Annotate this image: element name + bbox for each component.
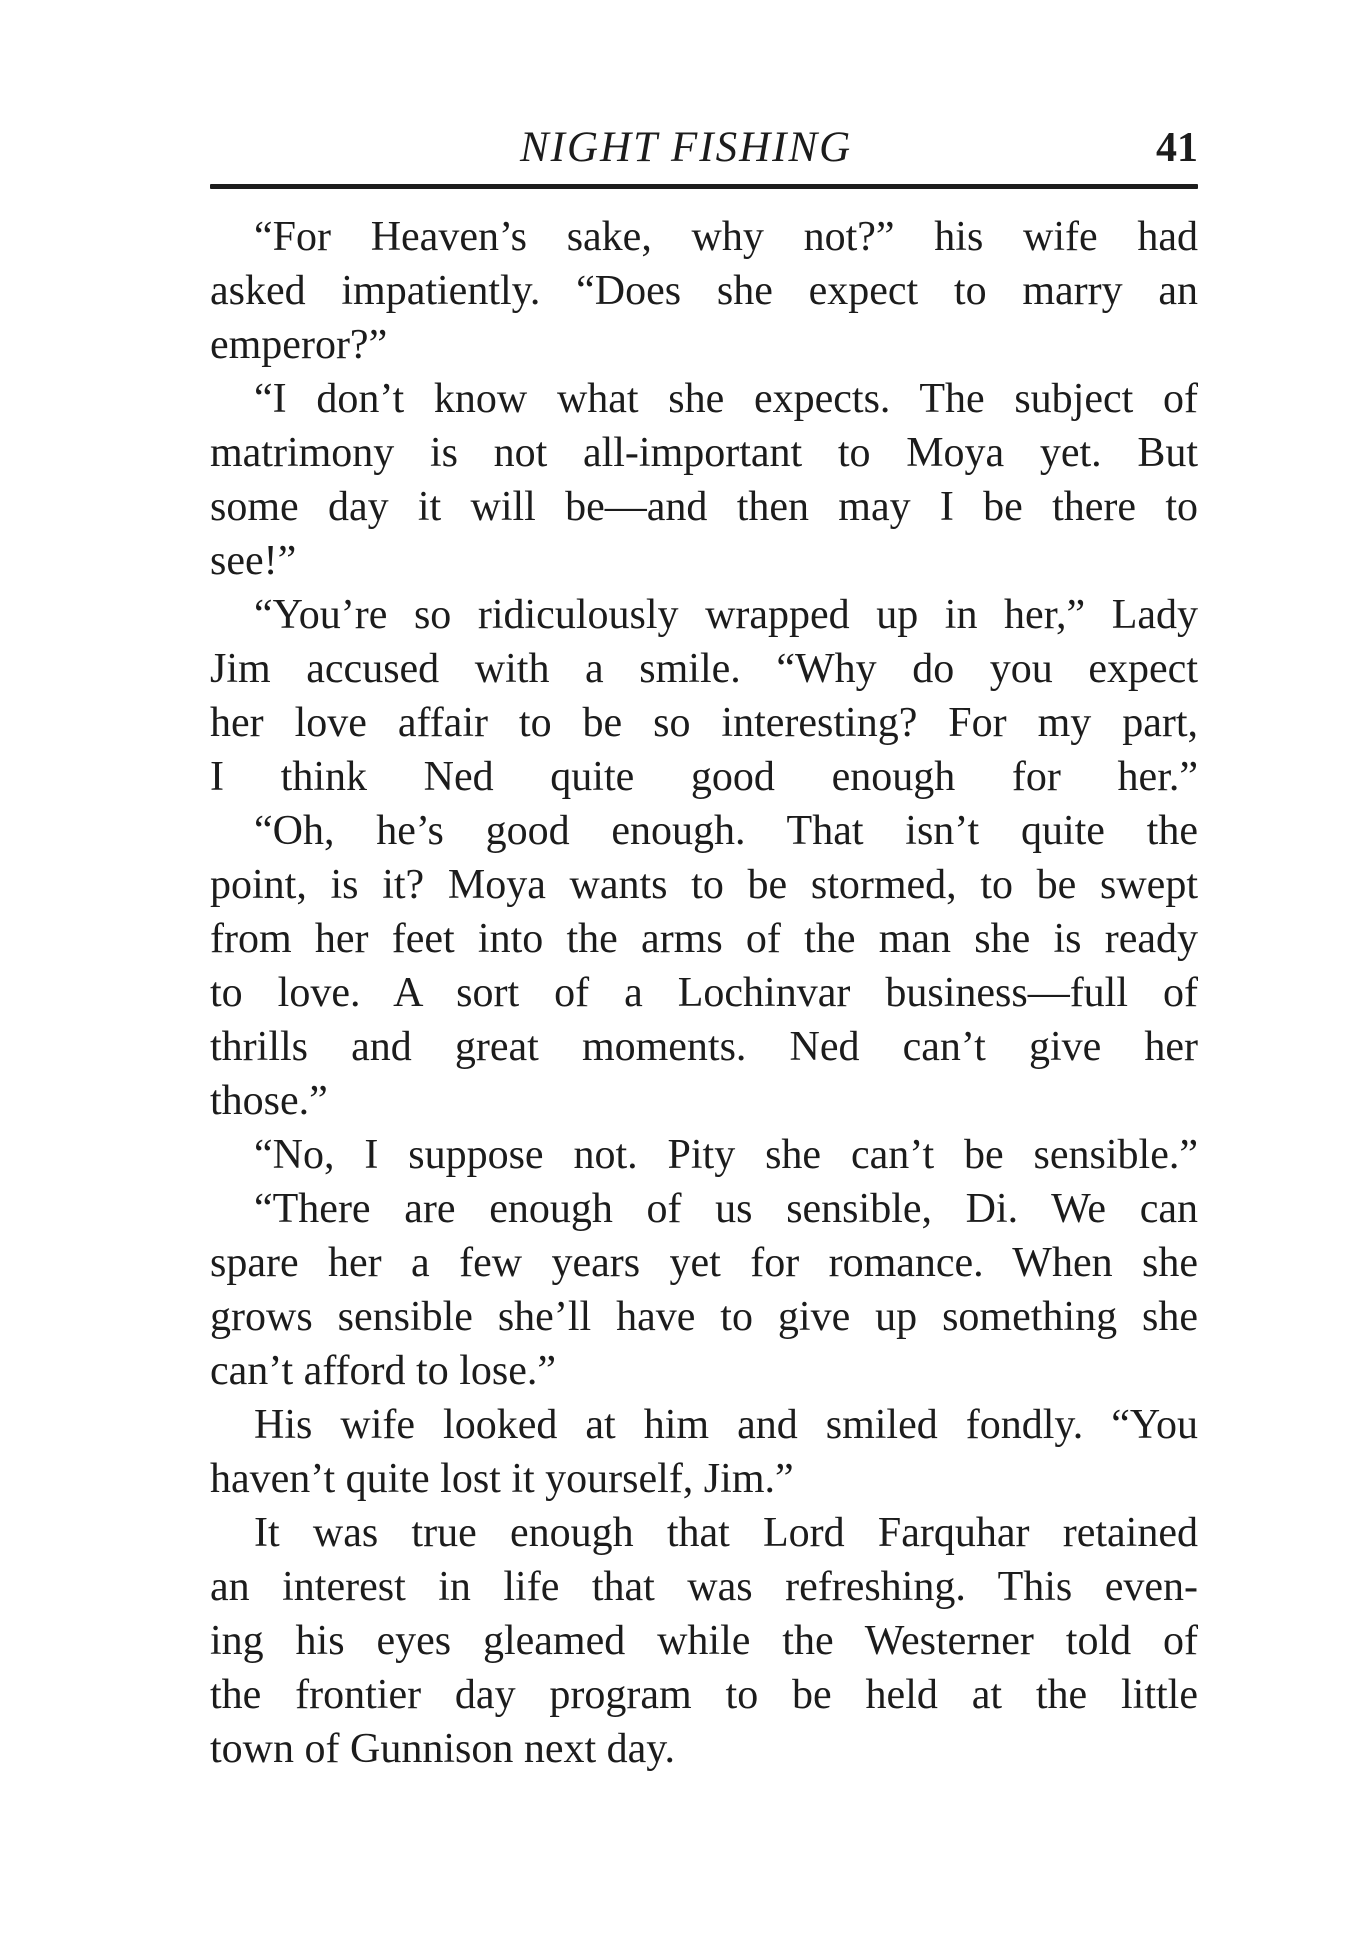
text-line: “You’re so ridiculously wrapped up in her,” Lady xyxy=(254,592,1198,638)
text-line: asked impatiently. “Does she expect to marry an xyxy=(210,268,1198,314)
text-line: “For Heaven’s sake, why not?” his wife had xyxy=(254,214,1198,260)
text-line: grows sensible she’ll have to give up something she xyxy=(210,1294,1198,1340)
text-line: those.” xyxy=(210,1078,328,1124)
page-number: 41 xyxy=(1156,125,1198,171)
text-line: an interest in life that was refreshing. This even- xyxy=(210,1564,1198,1610)
running-title: NIGHT FISHING xyxy=(520,124,853,171)
text-line: from her feet into the arms of the man she is ready xyxy=(210,916,1198,962)
text-line: haven’t quite lost it yourself, Jim.” xyxy=(210,1456,794,1502)
text-line: some day it will be—and then may I be there to xyxy=(210,484,1198,530)
text-line: point, is it? Moya wants to be stormed, to be swept xyxy=(210,862,1198,908)
text-line: can’t afford to lose.” xyxy=(210,1348,556,1394)
text-line: “No, I suppose not. Pity she can’t be sensible.” xyxy=(254,1132,1198,1178)
text-line: to love. A sort of a Lochinvar business—full of xyxy=(210,970,1198,1016)
text-line: ing his eyes gleamed while the Westerner told of xyxy=(210,1618,1198,1664)
text-line: Jim accused with a smile. “Why do you expect xyxy=(210,646,1198,692)
text-line: town of Gunnison next day. xyxy=(210,1726,676,1772)
text-line: emperor?” xyxy=(210,322,388,368)
text-line: her love affair to be so interesting? For my part, xyxy=(210,700,1198,746)
text-line: I think Ned quite good enough for her.” xyxy=(210,754,1198,800)
text-line: matrimony is not all-important to Moya yet. But xyxy=(210,430,1198,476)
header-rule xyxy=(210,184,1198,189)
text-line: His wife looked at him and smiled fondly. “You xyxy=(254,1402,1198,1448)
text-line: It was true enough that Lord Farquhar retained xyxy=(254,1510,1198,1556)
text-line: the frontier day program to be held at the little xyxy=(210,1672,1198,1718)
text-line: see!” xyxy=(210,538,297,584)
text-line: spare her a few years yet for romance. When she xyxy=(210,1240,1198,1286)
text-line: “There are enough of us sensible, Di. We can xyxy=(254,1186,1198,1232)
body-text xyxy=(210,210,1198,1776)
text-line: “Oh, he’s good enough. That isn’t quite the xyxy=(254,808,1198,854)
text-line: “I don’t know what she expects. The subject of xyxy=(254,376,1198,422)
text-line: thrills and great moments. Ned can’t give her xyxy=(210,1024,1198,1070)
running-head xyxy=(210,120,1198,180)
